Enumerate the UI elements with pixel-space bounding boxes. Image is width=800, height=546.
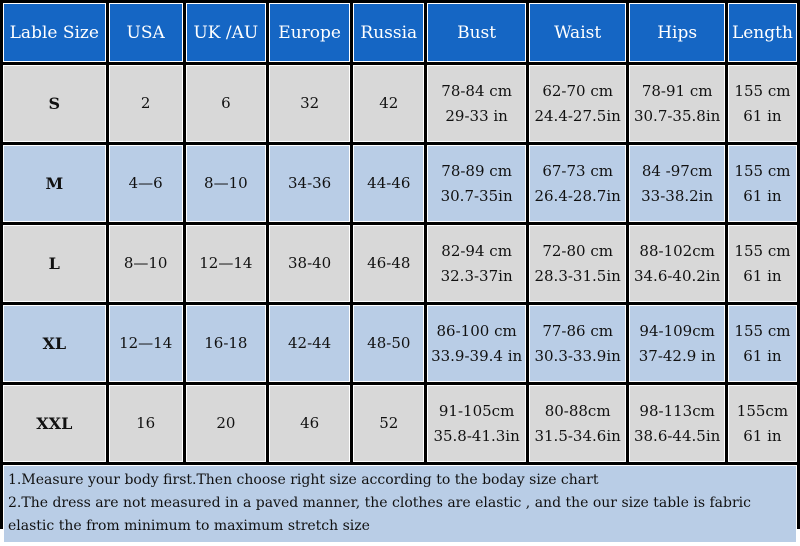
hips-cell <box>629 225 724 302</box>
waist-cm: 62-70 cm <box>542 81 613 100</box>
header-hips: Hips <box>629 3 724 62</box>
waist-cell <box>529 145 627 222</box>
header-label-size: Lable Size <box>3 3 106 62</box>
europe-cell: 38-40 <box>269 225 350 302</box>
length-cell <box>728 305 797 382</box>
bust-in: 32.3-37in <box>440 266 513 285</box>
length-in: 61 in <box>743 186 782 205</box>
usa-cell: 2 <box>109 65 183 142</box>
usa-cell: 4—6 <box>109 145 183 222</box>
waist-cm: 67-73 cm <box>542 161 613 180</box>
size-cell: S <box>3 65 106 142</box>
notes-cell <box>3 465 797 543</box>
hips-cell <box>629 385 724 462</box>
note-2: 2.The dress are not measured in a paved manner, the clothes are elastic , and the our size table is fabric elastic the from minimum to maximum stretch size <box>8 495 751 534</box>
waist-in: 30.3-33.9in <box>534 346 621 365</box>
bust-cell <box>427 305 526 382</box>
waist-in: 31.5-34.6in <box>534 426 621 445</box>
notes-row <box>3 465 797 543</box>
uk-cell: 8—10 <box>186 145 266 222</box>
hips-cell <box>629 305 724 382</box>
uk-cell: 6 <box>186 65 266 142</box>
europe-cell: 42-44 <box>269 305 350 382</box>
bust-cm: 78-84 cm <box>441 81 512 100</box>
table-row-s <box>3 65 797 142</box>
russia-cell: 44-46 <box>353 145 424 222</box>
hips-in: 34.6-40.2in <box>633 266 721 285</box>
hips-in: 37-42.9 in <box>638 346 716 365</box>
header-waist: Waist <box>529 3 627 62</box>
table-row-m <box>3 145 797 222</box>
bust-cm: 86-100 cm <box>436 321 517 340</box>
hips-cm: 94-109cm <box>639 321 715 340</box>
waist-in: 28.3-31.5in <box>534 266 621 285</box>
length-in: 61 in <box>743 106 782 125</box>
length-cell <box>728 145 797 222</box>
waist-cell <box>529 385 627 462</box>
table-row-xxl <box>3 385 797 462</box>
bust-cell <box>427 65 526 142</box>
waist-in: 26.4-28.7in <box>534 186 621 205</box>
header-europe: Europe <box>269 3 350 62</box>
table-row-l <box>3 225 797 302</box>
waist-in: 24.4-27.5in <box>534 106 621 125</box>
bust-in: 29-33 in <box>445 106 508 125</box>
russia-cell: 42 <box>353 65 424 142</box>
hips-in: 30.7-35.8in <box>633 106 721 125</box>
length-cm: 155 cm <box>734 241 791 260</box>
bust-cell <box>427 385 526 462</box>
hips-cell <box>629 145 724 222</box>
header-usa: USA <box>109 3 183 62</box>
uk-cell: 20 <box>186 385 266 462</box>
bust-cm: 82-94 cm <box>441 241 512 260</box>
russia-cell: 46-48 <box>353 225 424 302</box>
waist-cm: 80-88cm <box>544 401 611 420</box>
size-cell: XL <box>3 305 106 382</box>
bust-in: 30.7-35in <box>440 186 513 205</box>
length-cm: 155cm <box>736 401 789 420</box>
length-cm: 155 cm <box>734 321 791 340</box>
usa-cell: 16 <box>109 385 183 462</box>
waist-cm: 72-80 cm <box>542 241 613 260</box>
length-in: 61 in <box>743 426 782 445</box>
europe-cell: 46 <box>269 385 350 462</box>
hips-cm: 98-113cm <box>639 401 715 420</box>
hips-cm: 78-91 cm <box>641 81 713 100</box>
bust-cell <box>427 225 526 302</box>
header-row <box>3 3 797 62</box>
header-uk-au: UK /AU <box>186 3 266 62</box>
header-bust: Bust <box>427 3 526 62</box>
hips-in: 33-38.2in <box>641 186 714 205</box>
hips-cm: 88-102cm <box>639 241 715 260</box>
length-cell <box>728 65 797 142</box>
length-in: 61 in <box>743 346 782 365</box>
bust-cm: 91-105cm <box>438 401 515 420</box>
header-length: Length <box>728 3 797 62</box>
bust-cell <box>427 145 526 222</box>
length-cell <box>728 385 797 462</box>
hips-in: 38.6-44.5in <box>633 426 721 445</box>
waist-cm: 77-86 cm <box>542 321 613 340</box>
length-cell <box>728 225 797 302</box>
usa-cell: 12—14 <box>109 305 183 382</box>
length-cm: 155 cm <box>734 81 791 100</box>
hips-cm: 84 -97cm <box>641 161 713 180</box>
russia-cell: 52 <box>353 385 424 462</box>
bust-in: 33.9-39.4 in <box>431 346 523 365</box>
size-cell: L <box>3 225 106 302</box>
uk-cell: 12—14 <box>186 225 266 302</box>
size-cell: XXL <box>3 385 106 462</box>
note-1: 1.Measure your body first.Then choose right size according to the boday size chart <box>8 472 599 488</box>
hips-cell <box>629 65 724 142</box>
size-cell: M <box>3 145 106 222</box>
europe-cell: 34-36 <box>269 145 350 222</box>
bust-cm: 78-89 cm <box>441 161 512 180</box>
length-cm: 155 cm <box>734 161 791 180</box>
waist-cell <box>529 305 627 382</box>
russia-cell: 48-50 <box>353 305 424 382</box>
uk-cell: 16-18 <box>186 305 266 382</box>
waist-cell <box>529 225 627 302</box>
length-in: 61 in <box>743 266 782 285</box>
usa-cell: 8—10 <box>109 225 183 302</box>
europe-cell: 32 <box>269 65 350 142</box>
table-row-xl <box>3 305 797 382</box>
header-russia: Russia <box>353 3 424 62</box>
bust-in: 35.8-41.3in <box>433 426 520 445</box>
waist-cell <box>529 65 627 142</box>
